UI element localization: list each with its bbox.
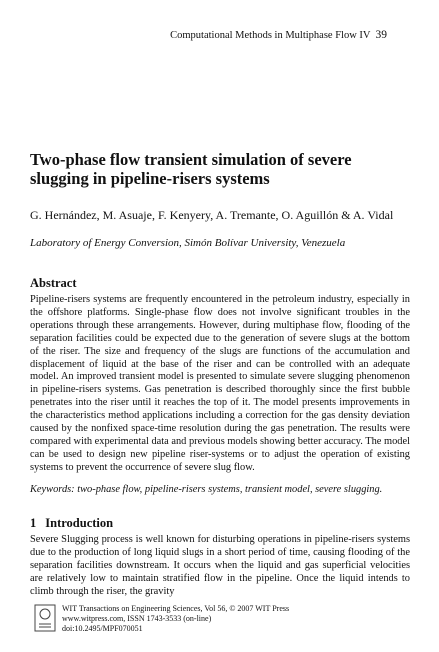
publisher-logo xyxy=(34,604,56,632)
section-title: Introduction xyxy=(45,516,114,530)
section-heading xyxy=(30,516,410,531)
footer xyxy=(62,604,289,634)
introduction-text: Severe Slugging process is well known for disturbing operations in pipeline-risers systems due to the production of long liquid slugs in a short period of time, causing flooding of the separation facilities downstream. It occurs when the liquid and gas superficial velocities are relatively low to maintain stratified flow in the pipeline. Once the liquid intends to climb through the riser, the gravity xyxy=(30,534,410,597)
affiliation: Laboratory of Energy Conversion, Simón Bolívar University, Venezuela xyxy=(30,237,346,249)
page-number: 39 xyxy=(375,29,387,41)
footer-line-1: WIT Transactions on Engineering Sciences, Vol 56, © 2007 WIT Press xyxy=(62,604,290,613)
section-number: 1 xyxy=(30,516,37,530)
abstract-heading: Abstract xyxy=(30,276,77,290)
paper-title: Two-phase flow transient simulation of severe slugging in pipeline-risers systems xyxy=(30,150,352,188)
abstract-text: Pipeline-risers systems are frequently encountered in the petroleum industry, especially in the offshore platforms. Single-phase flow does not involve significant troubles in the operations through these arrangements. However, during multiphase flow, flooding of the separation facilities could be expected due to the generation of severe slugs at the bottom of the riser. The size and frequency of the slugs are functions of the accumulation and displacement of liquid at the base of the riser and can be controlled with an adequate model. An improved transient model is presented to simulate severe slugging phenomenon in pipeline-risers systems. Gas penetration is described thoroughly since the first bubble penetrates into the riser until it reaches the top of it. The model presents improvements in the characteristics method applications including a correction for the gas density deviation caused by the nonfixed space-time resolution during the gas penetration. The results were compared with experimental data and previous models showing better accuracy. The model can be used to design new pipeline riser-systems or to adjust the operation of existing systems to prevent the occurrence of severe slug flow. xyxy=(30,294,410,473)
footer-line-3: doi:10.2495/MPF070051 xyxy=(62,624,143,633)
running-header xyxy=(170,29,387,41)
footer-line-2: www.witpress.com, ISSN 1743-3533 (on-line) xyxy=(62,614,212,623)
keywords: Keywords: two-phase flow, pipeline-risers systems, transient model, severe slugging. xyxy=(30,484,383,495)
author-list: G. Hernández, M. Asuaje, F. Kenyery, A. Tremante, O. Aguillón & A. Vidal xyxy=(30,208,394,222)
running-title: Computational Methods in Multiphase Flow IV xyxy=(170,30,371,41)
